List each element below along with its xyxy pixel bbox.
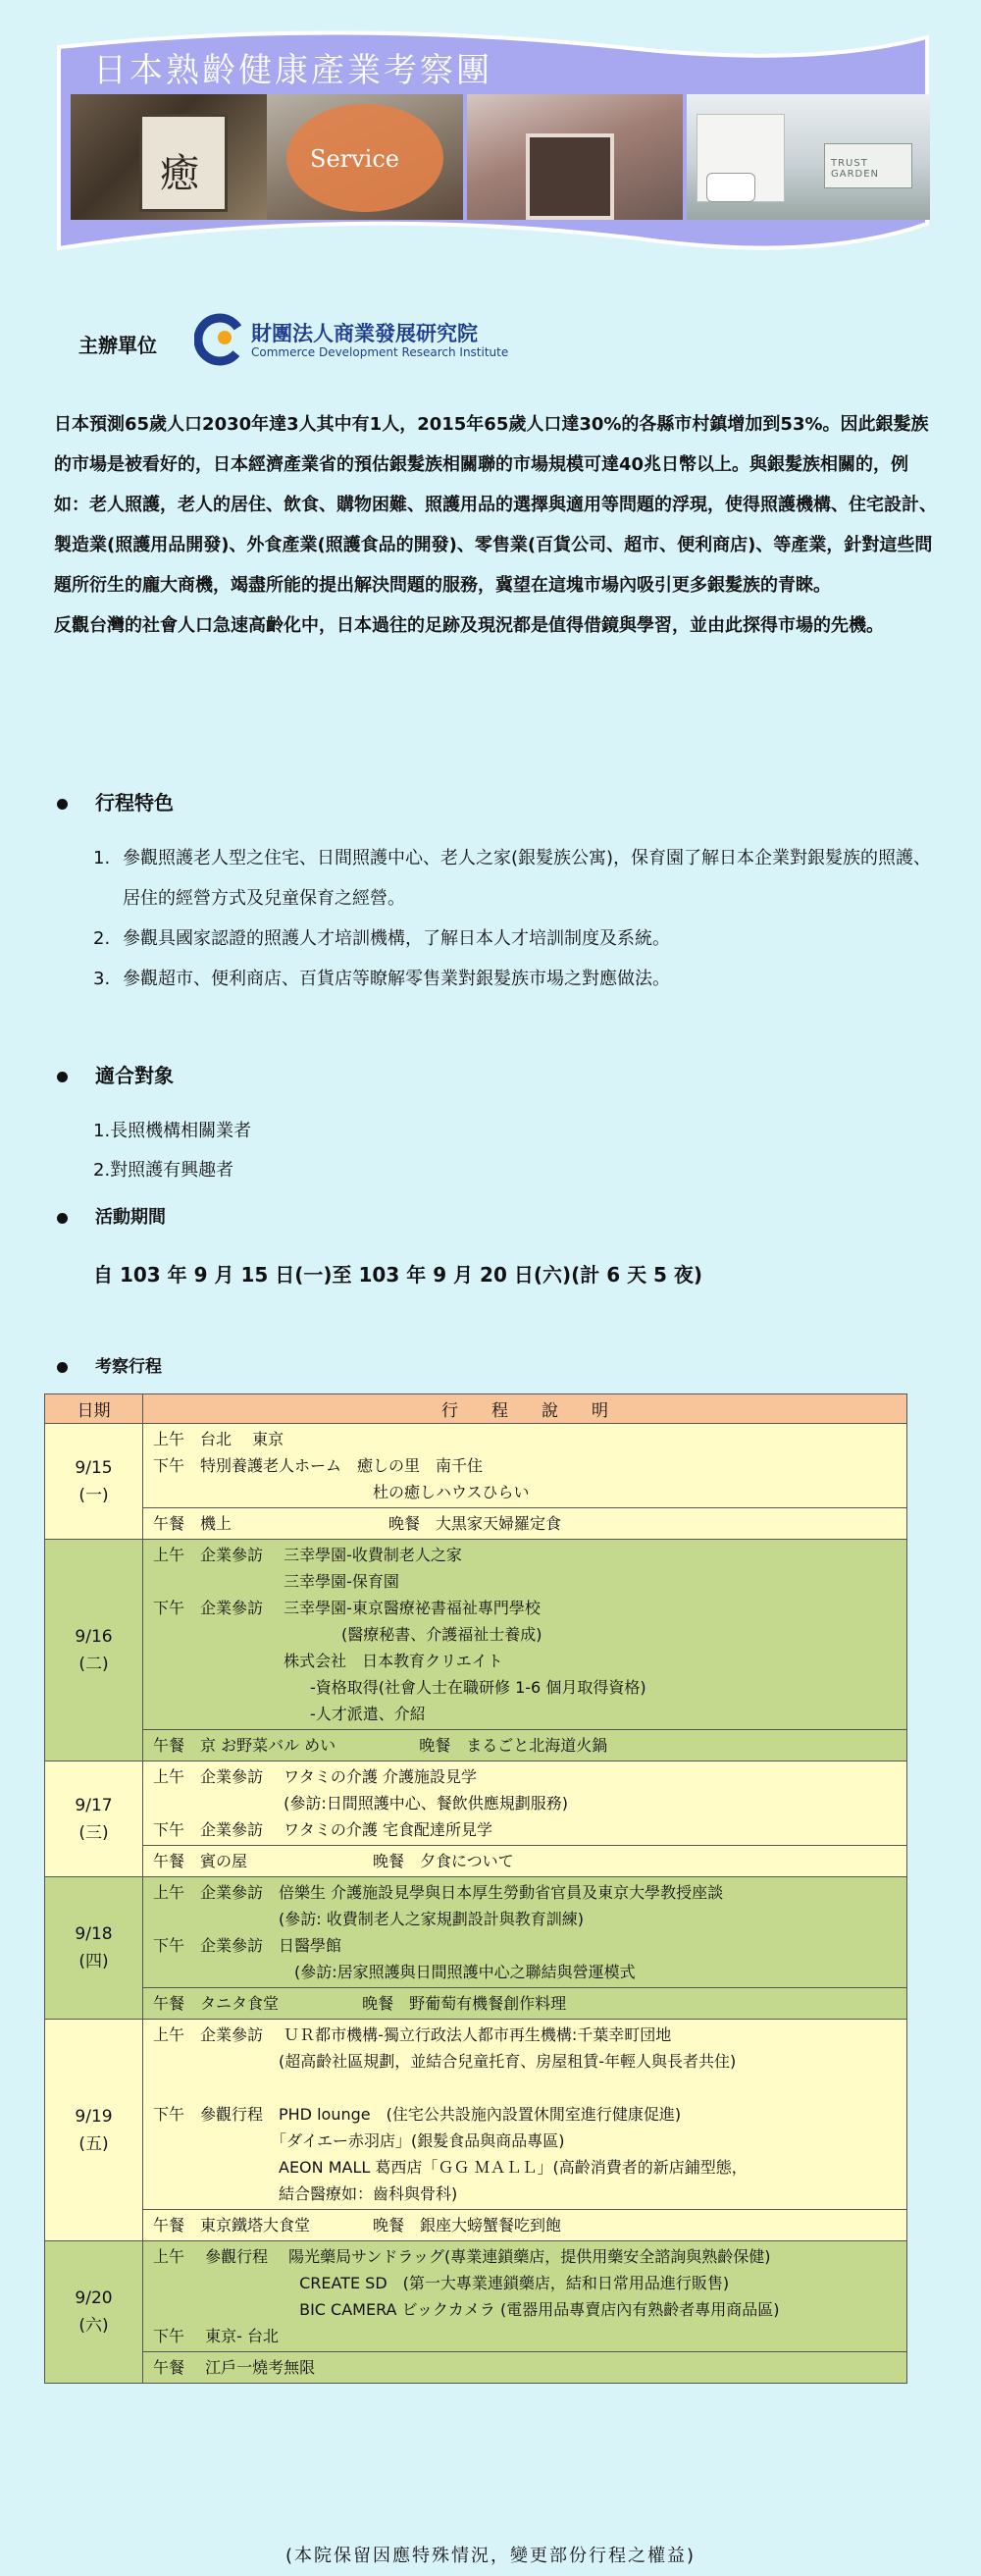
audience-heading: 適合對象	[57, 1060, 174, 1088]
day-weekday: (一)	[78, 1485, 109, 1505]
day-date-cell	[45, 1540, 143, 1761]
day-date: 9/18	[75, 1924, 113, 1944]
features-heading: 行程特色	[57, 787, 174, 815]
schedule-heading: 考察行程	[57, 1352, 162, 1377]
banner-title: 日本熟齡健康產業考察團	[93, 51, 492, 90]
activity-line: 午餐 タニタ食堂 晚餐 野葡萄有機餐創作料理	[153, 1994, 567, 2013]
activity-line: 上午 企業參訪 ワタミの介護 介護施設見学	[153, 1767, 478, 1786]
activity-line: 午餐 江戶一燒考無限	[153, 2358, 316, 2377]
day-weekday: (二)	[78, 1654, 109, 1674]
table-row	[45, 1730, 907, 1761]
day-weekday: (六)	[78, 2316, 109, 2336]
table-row	[45, 1988, 907, 2020]
activity-cell	[143, 1540, 907, 1730]
day-date: 9/15	[75, 1457, 113, 1478]
activity-line	[153, 2075, 897, 2101]
activity-line: 結合醫療如：齒科與骨科)	[153, 2184, 458, 2203]
activity-line: 「ダイエー赤羽店」(銀髮食品與商品專區)	[153, 2131, 565, 2150]
activity-line: (超高齡社區規劃，並結合兒童托育、房屋租賃-年輕人與長者共住)	[153, 2052, 737, 2071]
day-date-cell	[45, 2020, 143, 2241]
activity-line: 杜の癒しハウスひらい	[153, 1483, 530, 1501]
day-date-cell	[45, 2241, 143, 2384]
organizer-name-zh: 財團法人商業發展研究院	[251, 322, 478, 345]
table-header-desc: 行 程 說 明	[143, 1394, 907, 1424]
activity-line: 上午 台北 東京	[153, 1430, 284, 1448]
feature-item: 2. 參觀具國家認證的照護人才培訓機構，了解日本人才培訓制度及系統。	[93, 928, 670, 949]
activity-line: 午餐 賓の屋 晚餐 夕食について	[153, 1852, 514, 1870]
activity-line: (參訪:日間照護中心、餐飲供應規劃服務)	[153, 1794, 568, 1813]
table-header-row	[45, 1394, 907, 1424]
intro-paragraph: 反觀台灣的社會人口急速高齡化中，日本過往的足跡及現況都是值得借鏡與學習，並由此探得市場的先機。	[54, 615, 884, 636]
activity-cell	[143, 1508, 907, 1540]
bullet-icon	[57, 1072, 68, 1082]
header-banner	[49, 27, 937, 273]
activity-line: 下午 企業參訪 ワタミの介護 宅食配達所見学	[153, 1820, 493, 1839]
activity-line: 株式会社 日本教育クリエイト	[153, 1652, 503, 1670]
table-row	[45, 2210, 907, 2241]
table-row	[45, 1508, 907, 1540]
table-row	[45, 2241, 907, 2352]
intro-paragraph: 日本預測65歲人口2030年達3人其中有1人，2015年65歲人口達30%的各縣市村鎮增加到53%。因此銀髮族的市場是被看好的，日本經濟產業省的預估銀髮族相關聯的市場規模可達40兆日幣以上。與銀髮族相關的，例如：老人照護，老人的居住、飲食、購物困難、照護用品的選擇與適用等問題的浮現，使得照護機構、住宅設計、製造業(照護用品開發)、外食產業(照護食品的開發)、零售業(百貨公司、超市、便利商店)、等產業，針對這些問題所衍生的龐大商機，竭盡所能的提出解決問題的服務，冀望在這塊市場內吸引更多銀髮族的青睞。	[54, 414, 937, 596]
table-row	[45, 2352, 907, 2384]
activity-line: 上午 參觀行程 陽光藥局サンドラッグ(專業連鎖藥店，提供用藥安全諮詢與熟齡保健)	[153, 2247, 771, 2266]
table-row	[45, 1761, 907, 1846]
day-date-cell	[45, 1877, 143, 2020]
day-date: 9/16	[75, 1626, 113, 1647]
activity-line: (參訪: 收費制老人之家規劃設計與教育訓練)	[153, 1910, 584, 1928]
bullet-icon	[57, 1213, 68, 1224]
activity-cell	[143, 1877, 907, 1988]
feature-item: 3. 參觀超市、便利商店、百貨店等瞭解零售業對銀髮族市場之對應做法。	[93, 969, 670, 989]
period-heading: 活動期間	[57, 1203, 166, 1229]
activity-line: (參訪:居家照護與日間照護中心之聯結與營運模式	[153, 1963, 636, 1981]
table-header-date: 日期	[45, 1394, 143, 1424]
cdri-logo-icon	[194, 312, 241, 367]
itinerary-body	[45, 1424, 907, 2384]
itinerary-table	[44, 1393, 907, 2384]
activity-cell	[143, 2241, 907, 2352]
banner-photo-facility-sign: 癒	[71, 94, 267, 220]
table-row	[45, 1877, 907, 1988]
banner-photo-entrance	[467, 94, 683, 220]
period-text: 自 103 年 9 月 15 日(一)至 103 年 9 月 20 日(六)(計 6 天 5 夜)	[93, 1263, 703, 1287]
activity-line: -資格取得(社會人士在職研修 1-6 個月取得資格)	[153, 1678, 646, 1697]
activity-line: 三幸學園-保育園	[153, 1572, 399, 1591]
bullet-icon	[57, 799, 68, 810]
banner-photo-service: Service	[267, 94, 463, 220]
activity-line: (醫療秘書、介護福祉士養成)	[153, 1625, 542, 1644]
footer-note: (本院保留因應特殊情況，變更部份行程之權益)	[284, 2546, 697, 2566]
activity-line: 下午 東京- 台北	[153, 2327, 279, 2345]
banner-photo-trust-garden: TRUST GARDEN	[687, 94, 930, 220]
bullet-icon	[57, 1362, 68, 1373]
activity-line: 午餐 京 お野菜バル めい 晚餐 まるごと北海道火鍋	[153, 1736, 608, 1755]
activity-line: BIC CAMERA ビックカメラ (電器用品專賣店內有熟齡者專用商品區)	[153, 2300, 780, 2319]
day-date-cell	[45, 1424, 143, 1540]
activity-line: 上午 企業參訪 ＵＲ都市機構-獨立行政法人都市再生機構:千葉幸町団地	[153, 2025, 672, 2044]
activity-cell	[143, 1988, 907, 2020]
activity-line: 上午 企業參訪 三幸學園-收費制老人之家	[153, 1546, 462, 1564]
activity-cell	[143, 1761, 907, 1846]
table-row	[45, 2020, 907, 2210]
intro-text	[54, 404, 937, 646]
activity-line: 午餐 東京鐵塔大食堂 晚餐 銀座大螃蟹餐吃到飽	[153, 2216, 562, 2234]
organizer-name-en: Commerce Development Research Institute	[251, 345, 509, 359]
feature-item: 1. 參觀照護老人型之住宅、日間照護中心、老人之家(銀髮族公寓)，保育園了解日本企業對銀髮族的照護、居住的經營方式及兒童保育之經營。	[93, 848, 932, 909]
day-date-cell	[45, 1761, 143, 1877]
activity-line: -人才派遣、介紹	[153, 1705, 426, 1723]
day-date: 9/19	[75, 2106, 113, 2127]
activity-line: 下午 企業參訪 三幸學園-東京醫療祕書福祉專門學校	[153, 1599, 541, 1617]
table-row	[45, 1846, 907, 1877]
table-row	[45, 1424, 907, 1508]
day-date: 9/17	[75, 1795, 113, 1815]
activity-cell	[143, 1846, 907, 1877]
activity-line: 下午 參觀行程 PHD lounge (住宅公共設施內設置休閒室進行健康促進)	[153, 2105, 682, 2124]
activity-cell	[143, 1730, 907, 1761]
activity-line: AEON MALL 葛西店「ＧＧ ＭＡＬＬ」(高齡消費者的新店鋪型態，	[153, 2158, 748, 2177]
activity-cell	[143, 2210, 907, 2241]
audience-item: 1.長照機構相關業者	[93, 1121, 252, 1141]
table-row	[45, 1540, 907, 1730]
day-weekday: (三)	[78, 1822, 109, 1843]
organizer-label: 主辦單位	[78, 334, 157, 357]
day-weekday: (五)	[78, 2133, 109, 2154]
activity-line: CREATE SD (第一大專業連鎖藥店，結和日常用品進行販售)	[153, 2274, 730, 2292]
activity-line: 下午 特別養護老人ホーム 癒しの里 南千住	[153, 1456, 484, 1475]
activity-line: 上午 企業參訪 倍樂生 介護施設見學與日本厚生勞動省官員及東京大學教授座談	[153, 1883, 724, 1902]
activity-cell	[143, 2352, 907, 2384]
day-date: 9/20	[75, 2288, 113, 2308]
activity-line: 午餐 機上 晚餐 大黒家天婦羅定食	[153, 1514, 562, 1533]
activity-line: 下午 企業參訪 日醫學館	[153, 1936, 342, 1955]
activity-cell	[143, 1424, 907, 1508]
day-weekday: (四)	[78, 1952, 109, 1971]
activity-cell	[143, 2020, 907, 2210]
audience-item: 2.對照護有興趣者	[93, 1160, 234, 1181]
